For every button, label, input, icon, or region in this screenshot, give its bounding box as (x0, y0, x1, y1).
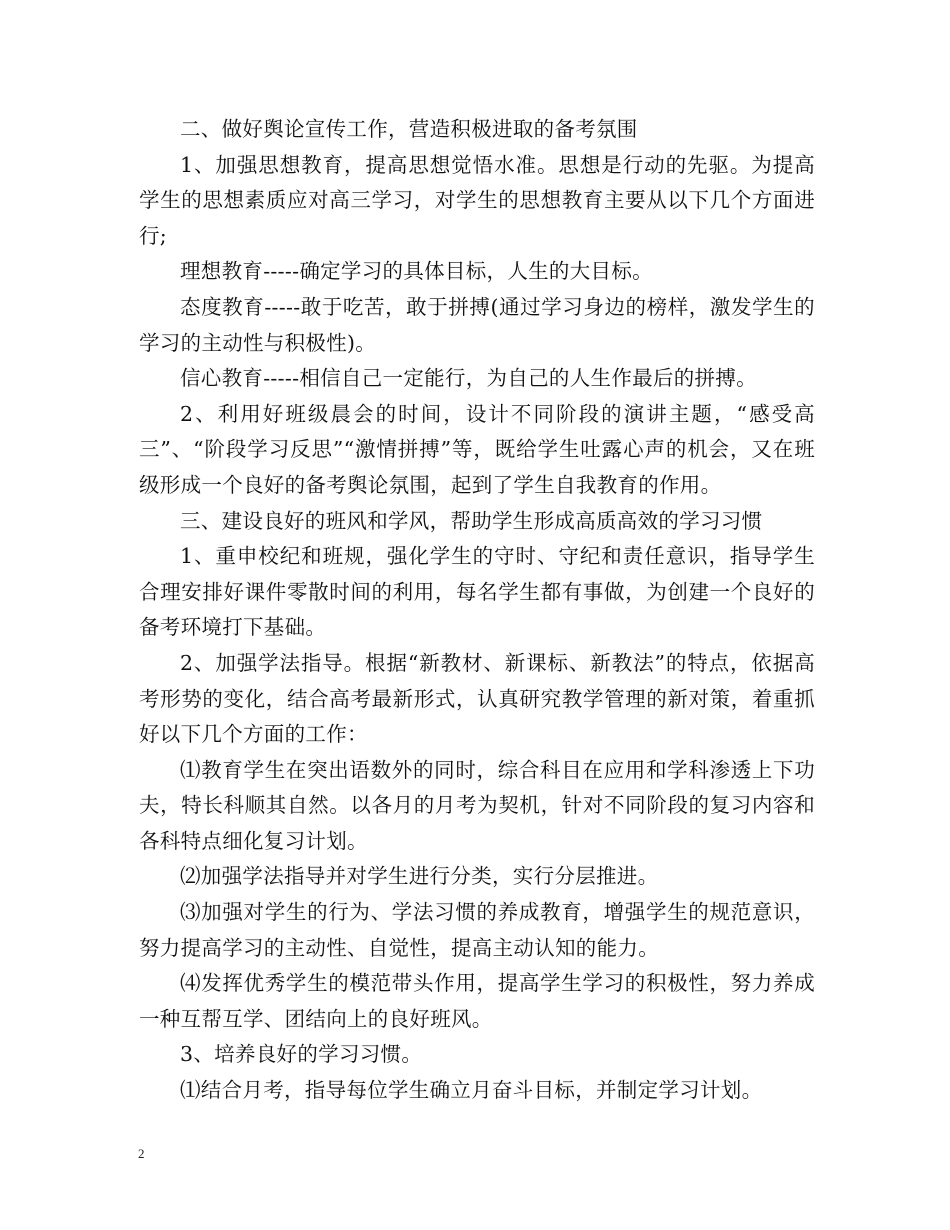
paragraph: 态度教育-----敢于吃苦，敢于拼搏(通过学习身边的榜样，激发学生的学习的主动性与积极性)。 (139, 294, 815, 355)
list-item: ⑶加强对学生的行为、学法习惯的养成教育，增强学生的规范意识，努力提高学习的主动性、自觉性，提高主动认知的能力。 (139, 900, 815, 960)
heading-section-3: 三、建设良好的班风和学风，帮助学生形成高质高效的学习习惯 (180, 508, 763, 533)
paragraph: 3、培养良好的学习习惯。 (180, 1042, 423, 1067)
list-item: ⑵加强学法指导并对学生进行分类，实行分层推进。 (180, 864, 659, 889)
document-body (139, 112, 815, 1109)
page-number: 2 (138, 1146, 145, 1161)
list-item: ⑴结合月考，指导每位学生确立月奋斗目标，并制定学习计划。 (180, 1078, 763, 1103)
paragraph: 2、加强学法指导。根据“新教材、新课标、新教法”的特点，依据高考形势的变化，结合高考最新形式，认真研究教学管理的新对策，着重抓好以下几个方面的工作： (139, 650, 815, 747)
heading-section-2: 二、做好舆论宣传工作，营造积极进取的备考氛围 (180, 117, 638, 141)
paragraph: 1、加强思想教育，提高思想觉悟水准。思想是行动的先驱。为提高学生的思想素质应对高三学习，对学生的思想教育主要从以下几个方面进行; (139, 152, 815, 248)
paragraph: 信心教育-----相信自己一定能行，为自己的人生作最后的拼搏。 (180, 366, 757, 391)
paragraph: 2、利用好班级晨会的时间，设计不同阶段的演讲主题，“感受高三”、“阶段学习反思”“激情拼搏”等，既给学生吐露心声的机会，又在班级形成一个良好的备考舆论氛围，起到了学生自我教育的作用。 (139, 401, 815, 497)
paragraph: 1、重申校纪和班规，强化学生的守时、守纪和责任意识，指导学生合理安排好课件零散时间的利用，每名学生都有事做，为创建一个良好的备考环境打下基础。 (139, 544, 815, 640)
list-item: ⑴教育学生在突出语数外的同时，综合科目在应用和学科渗透上下功夫，特长科顺其自然。以各月的月考为契机，针对不同阶段的复习内容和各科特点细化复习计划。 (139, 757, 815, 853)
paragraph: 理想教育-----确定学习的具体目标，人生的大目标。 (180, 259, 653, 284)
list-item: ⑷发挥优秀学生的模范带头作用，提高学生学习的积极性，努力养成一种互帮互学、团结向上的良好班风。 (139, 971, 815, 1031)
